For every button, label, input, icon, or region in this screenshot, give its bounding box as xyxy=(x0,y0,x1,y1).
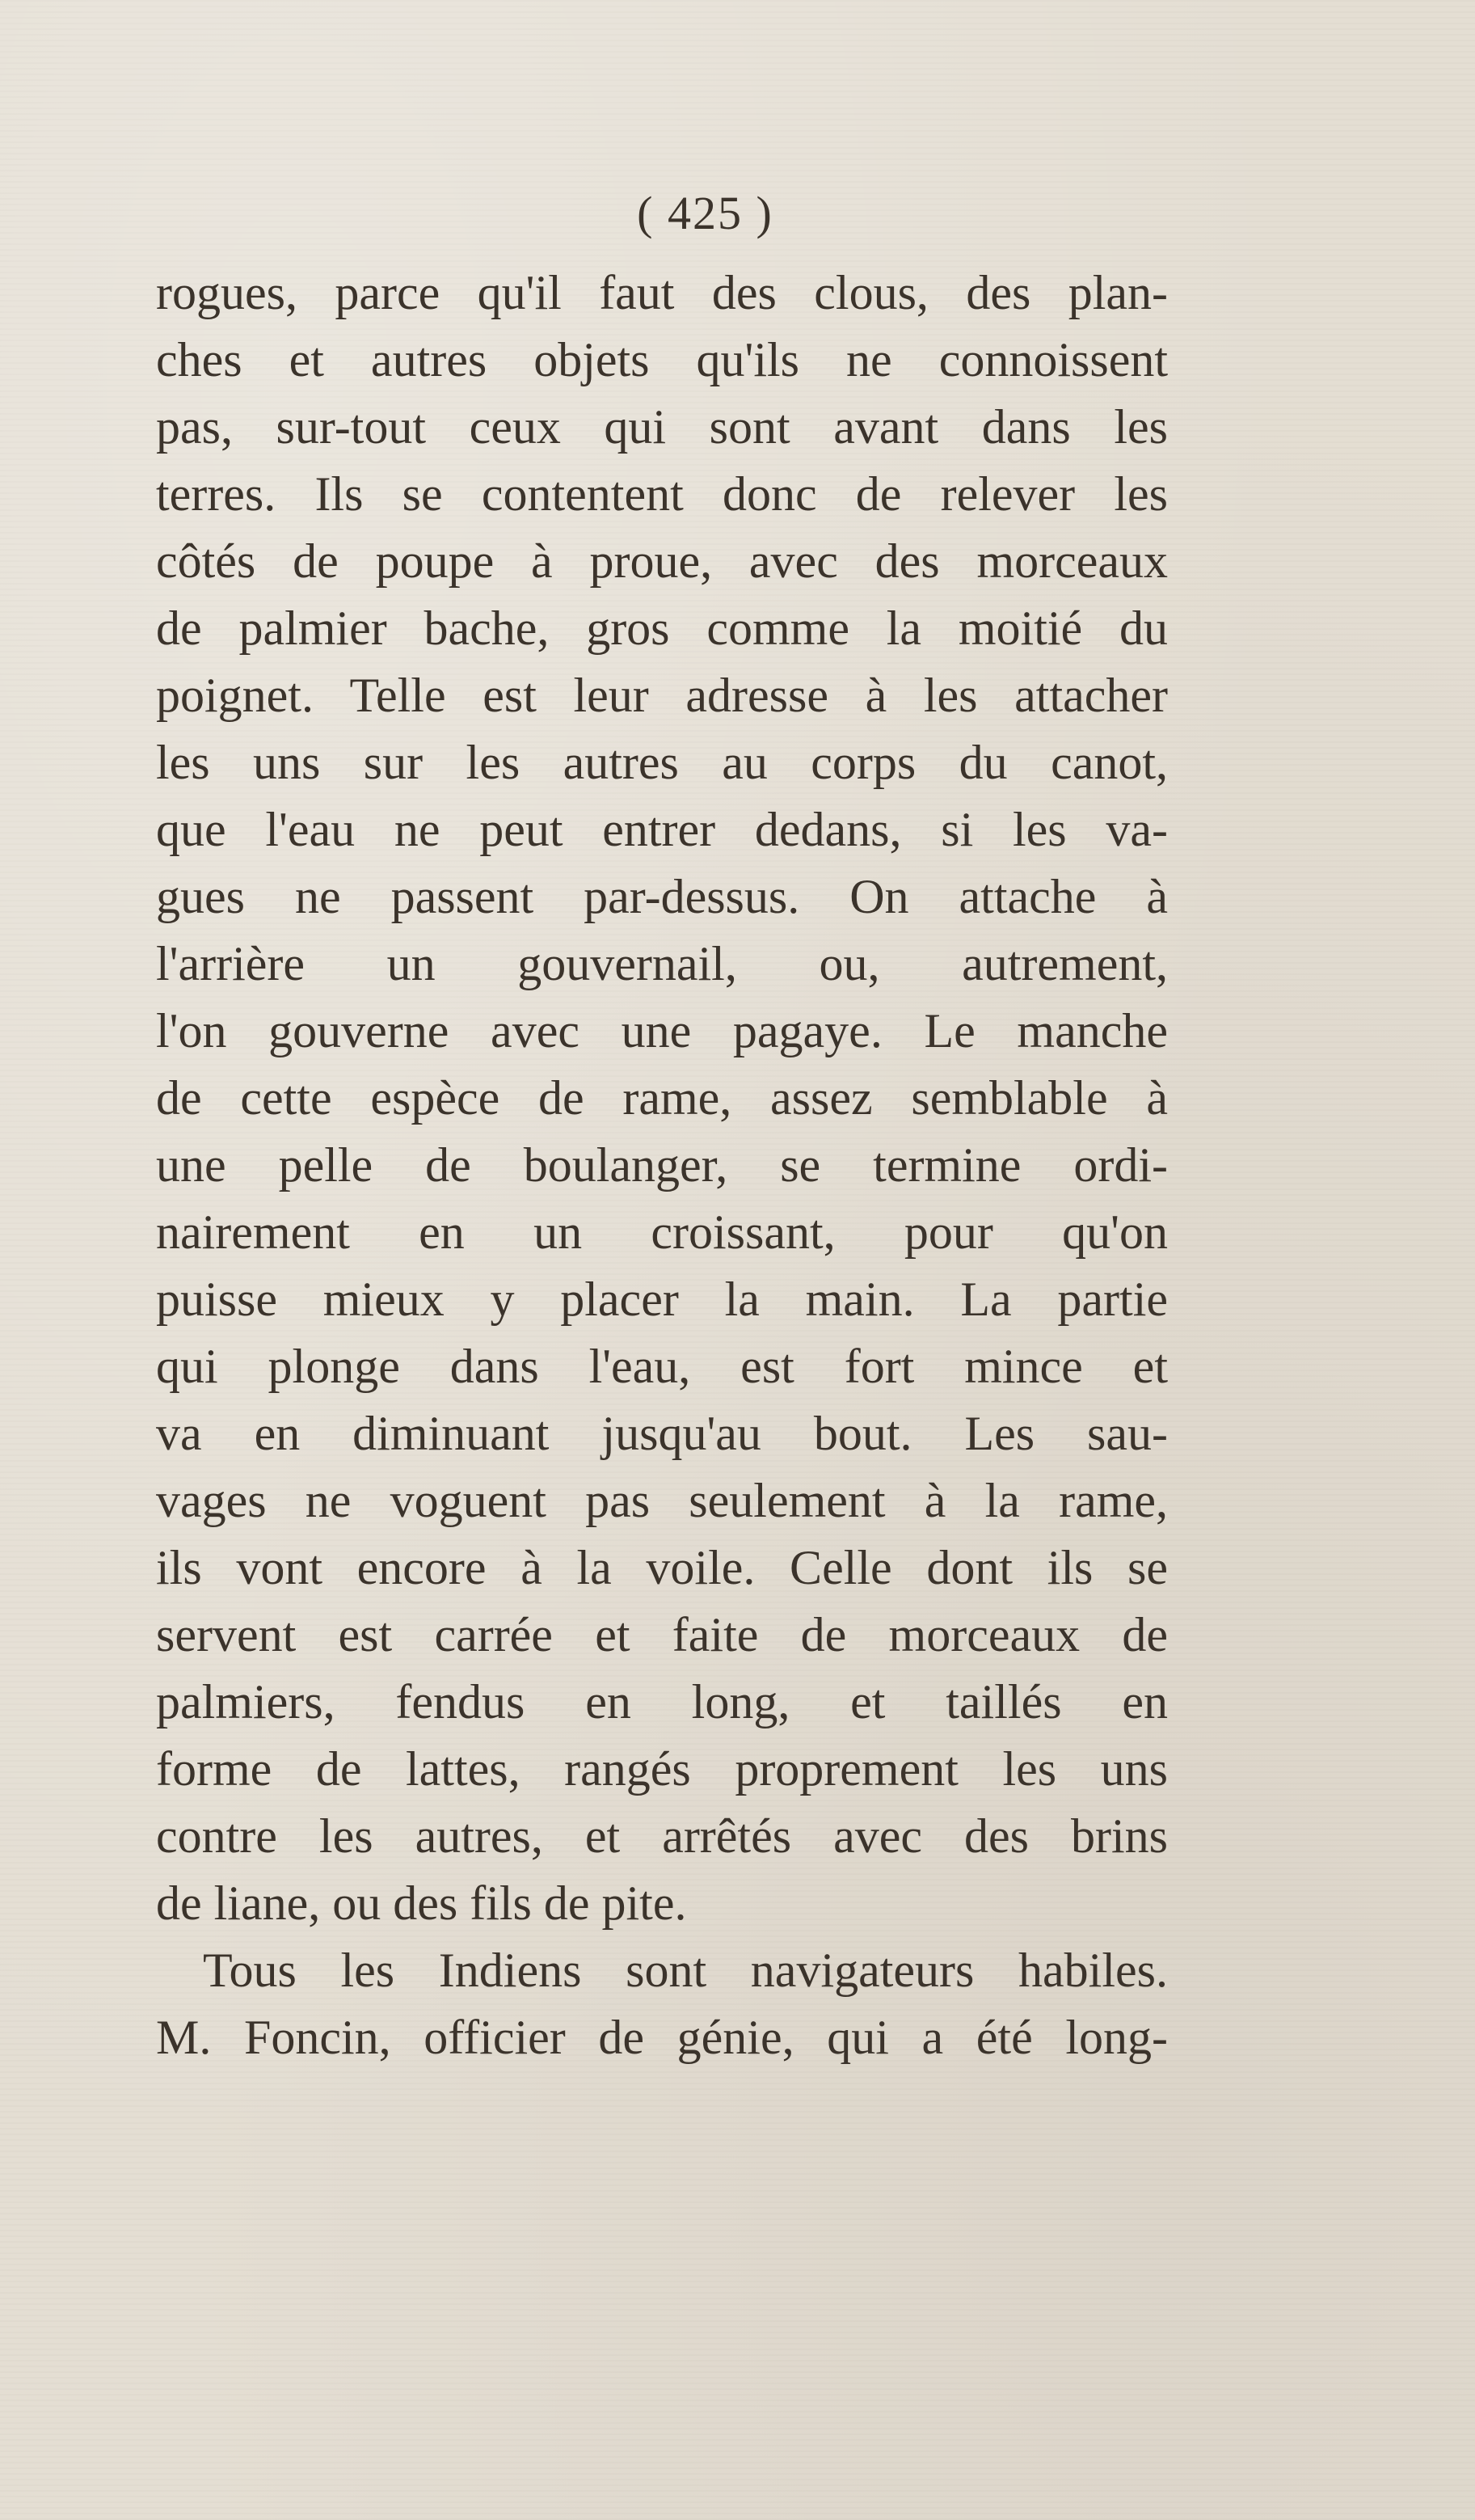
text-line: les uns sur les autres au corps du canot, xyxy=(156,736,1168,789)
text-line: poignet. Telle est leur adresse à les attacher xyxy=(156,669,1168,722)
text-line: Tous les Indiens sont navigateurs habiles. xyxy=(203,1944,1168,1997)
text-line: gues ne passent par-dessus. On attache à xyxy=(156,870,1168,923)
text-line: vages ne voguent pas seulement à la rame, xyxy=(156,1474,1168,1527)
text-line: l'on gouverne avec une pagaye. Le manche xyxy=(156,1004,1168,1057)
text-line: terres. Ils se contentent donc de relever les xyxy=(156,467,1168,521)
text-line: M. Foncin, officier de génie, qui a été long- xyxy=(156,2011,1168,2064)
text-line: qui plonge dans l'eau, est fort mince et xyxy=(156,1340,1168,1393)
text-line: nairement en un croissant, pour qu'on xyxy=(156,1205,1168,1259)
text-line: ches et autres objets qu'ils ne connoissent xyxy=(156,333,1168,386)
text-line: côtés de poupe à proue, avec des morceaux xyxy=(156,534,1168,588)
text-line: contre les autres, et arrêtés avec des brins xyxy=(156,1809,1168,1863)
text-line: rogues, parce qu'il faut des clous, des plan- xyxy=(156,266,1168,319)
text-line: de liane, ou des fils de pite. xyxy=(156,1876,687,1930)
text-line: de palmier bache, gros comme la moitié du xyxy=(156,602,1168,655)
text-line: servent est carrée et faite de morceaux de xyxy=(156,1608,1168,1661)
text-line: palmiers, fendus en long, et taillés en xyxy=(156,1675,1168,1729)
text-line: pas, sur-tout ceux qui sont avant dans les xyxy=(156,400,1168,454)
text-line: ils vont encore à la voile. Celle dont ils se xyxy=(156,1541,1168,1594)
text-line: une pelle de boulanger, se termine ordi- xyxy=(156,1138,1168,1192)
text-line: va en diminuant jusqu'au bout. Les sau- xyxy=(156,1407,1168,1460)
text-line: forme de lattes, rangés proprement les uns xyxy=(156,1742,1168,1796)
text-line: puisse mieux y placer la main. La partie xyxy=(156,1273,1168,1326)
page-number: ( 425 ) xyxy=(637,187,773,239)
text-line: l'arrière un gouvernail, ou, autrement, xyxy=(156,937,1168,990)
text-line: de cette espèce de rame, assez semblable à xyxy=(156,1071,1168,1125)
text-line: que l'eau ne peut entrer dedans, si les va- xyxy=(156,803,1168,856)
body-text xyxy=(156,260,1168,2071)
